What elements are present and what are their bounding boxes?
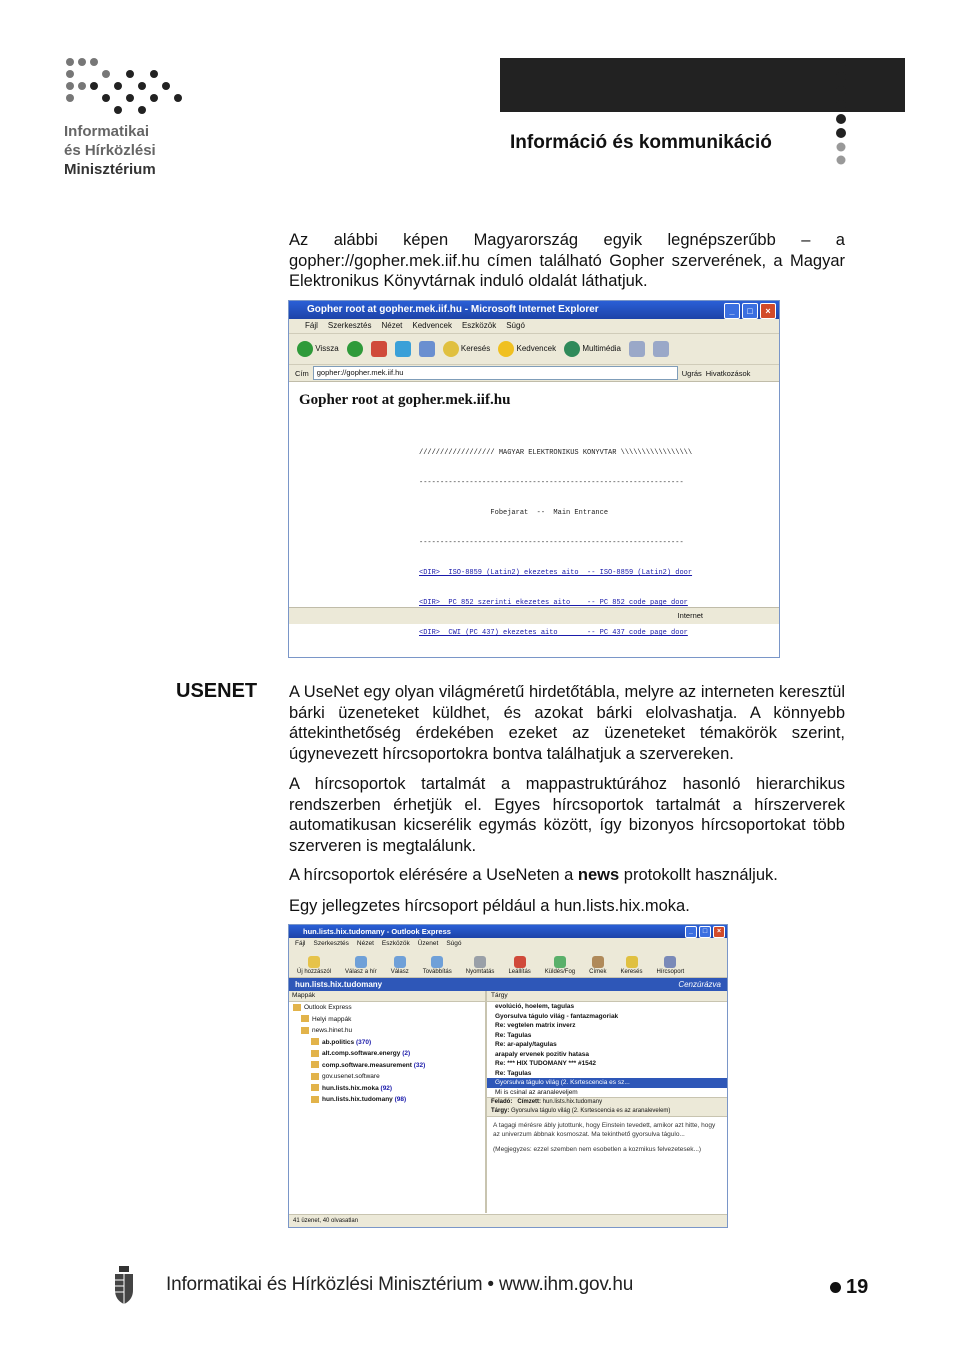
- search-button[interactable]: [443, 341, 491, 357]
- oe-tb-label: Keresés: [620, 969, 643, 975]
- subject-label: Tárgy:: [491, 1108, 510, 1114]
- p3-text-after: protokollt használjuk.: [619, 866, 778, 884]
- back-arrow-icon: [297, 341, 313, 357]
- message-row[interactable]: Re: vegtelen matrix inverz: [495, 1022, 576, 1029]
- search-label: Keresés: [460, 344, 491, 354]
- print-icon: [474, 956, 486, 968]
- address-book-icon: [592, 956, 604, 968]
- newsgroup-item[interactable]: [289, 1083, 485, 1095]
- newsgroup-name: ab.politics: [322, 1038, 355, 1046]
- usenet-paragraph-3: [289, 865, 845, 886]
- print-icon[interactable]: [653, 341, 669, 357]
- oe-tb-label: Új hozzászól: [297, 969, 332, 975]
- usenet-side-label: USENET: [176, 680, 258, 702]
- to-value: hun.lists.hix.tudomany: [542, 1099, 603, 1105]
- go-button[interactable]: Ugrás: [681, 368, 702, 378]
- oe-forward-button[interactable]: [423, 956, 452, 975]
- oe-tb-label: Küldés/Fog: [544, 969, 576, 975]
- gopher-line: ---------------------------------------------------------------: [419, 479, 684, 487]
- oe-print-button[interactable]: [466, 956, 495, 975]
- gopher-line[interactable]: Fobejarat -- Main Entrance: [419, 509, 609, 517]
- folder-name: Outlook Express: [304, 1004, 352, 1011]
- oe-window-title: hun.lists.hix.tudomany - Outlook Express: [303, 927, 451, 936]
- newsgroup-name: comp.software.measurement: [322, 1061, 412, 1069]
- newsgroup-icon: [311, 1084, 319, 1091]
- oe-tb-label: Címek: [589, 969, 607, 975]
- message-row-selected[interactable]: Gyorsulva tágulo világ (2. Ksrtescencia es sz...: [487, 1078, 727, 1088]
- status-zone: Internet: [677, 611, 703, 620]
- unread-count: (92): [380, 1084, 393, 1092]
- oe-preview-body: [487, 1117, 727, 1158]
- footer-ministry-url: Informatikai és Hírközlési Minisztérium • www.ihm.gov.hu: [166, 1274, 634, 1295]
- usenet-paragraph-1: A UseNet egy olyan világméretű hirdetőtábla, melyre az interneten keresztül bárki üzeneteket küldhet, és azokat bárki elolvashatja. A könnyebb áttekinthetőség érdekében ezeket az üzeneteket témakörök szerint, úgynevezett hírcsoportokra bontva találhatjuk a szervereken.: [289, 683, 845, 763]
- section-title: Információ és kommunikáció: [510, 132, 772, 153]
- from-label: Feladó:: [491, 1099, 513, 1105]
- oe-title-bar: [289, 925, 727, 938]
- message-row[interactable]: Re: Tagulas: [495, 1069, 532, 1077]
- forward-arrow-icon[interactable]: [347, 341, 363, 357]
- search-icon: [443, 341, 459, 357]
- gopher-link[interactable]: <DIR> ISO-8859 (Latin2) ekezetes aito -- ISO-8859 (Latin2) door: [419, 569, 693, 577]
- stop-icon: [514, 956, 526, 968]
- oe-tb-label: Továbbítás: [422, 969, 452, 975]
- usenet-paragraph-2: A hírcsoportok tartalmát a mappastruktúrához hasonló hierarchikus rendszerben érhetjük el. Egyes hírcsoportok tartalmát a hírszerverek automatikusan kicserélik egymás között, így bizonyos hírcsoportokat több szerveren is megtalálunk.: [289, 775, 845, 855]
- oe-menu-view[interactable]: Nézet: [356, 940, 374, 947]
- oe-menu-message[interactable]: Üzenet: [417, 940, 439, 947]
- newsgroup-icon: [311, 1050, 319, 1057]
- header-vertical-dots: [834, 56, 848, 168]
- browser-screenshot: [288, 300, 780, 658]
- oe-newsgroups-button[interactable]: [657, 956, 685, 975]
- oe-new-post-button[interactable]: [297, 956, 331, 975]
- oe-find-button[interactable]: [621, 956, 643, 975]
- gopher-link[interactable]: <DIR> PC 852 szerinti ekezetes aito -- PC 852 code page door: [419, 599, 688, 607]
- folder-item[interactable]: [289, 1002, 485, 1014]
- ie-window-title: Gopher root at gopher.mek.iif.hu - Microsoft Internet Explorer: [307, 304, 599, 315]
- message-row[interactable]: Re: Tagulas: [495, 1031, 532, 1039]
- newsgroup-item[interactable]: [289, 1060, 485, 1072]
- newsgroup-icon: [311, 1038, 319, 1045]
- media-button[interactable]: [564, 341, 621, 357]
- newsgroup-name: gov.usenet.software: [322, 1073, 380, 1080]
- ie-menu-bar: [289, 319, 779, 334]
- page-number: 19: [846, 1276, 869, 1298]
- oe-tb-label: Válasz: [390, 969, 409, 975]
- new-post-icon: [308, 956, 320, 968]
- send-receive-icon: [554, 956, 566, 968]
- newsgroups-icon: [664, 956, 676, 968]
- media-label: Multimédia: [582, 344, 621, 354]
- refresh-icon[interactable]: [395, 341, 411, 357]
- stop-icon[interactable]: [371, 341, 387, 357]
- maximize-icon[interactable]: □: [742, 303, 758, 319]
- oe-tb-label: Nyomtatás: [465, 969, 495, 975]
- links-label[interactable]: Hivatkozások: [705, 368, 751, 378]
- newsgroup-item[interactable]: [289, 1037, 485, 1049]
- gopher-line: ////////////////// MAGYAR ELEKTRONIKUS KONYVTAR \\\\\\\\\\\\\\\\\: [419, 449, 693, 457]
- oe-toolbar: [289, 949, 727, 978]
- oe-addresses-button[interactable]: [589, 956, 606, 975]
- newsgroup-name: hun.lists.hix.tudomany: [322, 1096, 393, 1103]
- menu-help[interactable]: Súgó: [506, 321, 525, 330]
- message-row[interactable]: Gyorsulva tágulo világ - fantazmagoriak: [495, 1012, 619, 1020]
- maximize-icon[interactable]: □: [699, 926, 711, 938]
- unread-count: (32): [413, 1061, 426, 1069]
- oe-list-header-subject[interactable]: Tárgy: [487, 991, 727, 1002]
- newsgroup-icon: [311, 1073, 319, 1080]
- newsgroup-item[interactable]: [289, 1048, 485, 1060]
- oe-tb-label: Leállítás: [508, 969, 531, 975]
- gopher-link[interactable]: <DIR> CWI (PC 437) ekezetes aito -- PC 437 code page door: [419, 629, 688, 637]
- unread-count: (2): [402, 1050, 411, 1057]
- newsgroup-icon: [311, 1061, 319, 1068]
- oe-stop-button[interactable]: [508, 956, 530, 975]
- unread-count: (98): [394, 1096, 407, 1103]
- oe-menu-edit[interactable]: Szerkesztés: [313, 940, 349, 947]
- menu-edit[interactable]: Szerkesztés: [327, 321, 372, 330]
- oe-menu-help[interactable]: Súgó: [446, 940, 462, 947]
- ie-page-content: [289, 382, 779, 637]
- ie-status-bar: [289, 607, 779, 624]
- logo-line-3: Minisztérium: [64, 161, 156, 178]
- ie-toolbar: [289, 334, 779, 365]
- oe-menu-file[interactable]: Fájl: [295, 940, 306, 947]
- oe-menu-bar: [289, 938, 727, 949]
- newsgroup-icon: [311, 1096, 319, 1103]
- favorites-label: Kedvencek: [516, 344, 557, 354]
- folder-icon: [293, 1004, 301, 1011]
- logo-line-2: és Hírközlési: [64, 142, 156, 159]
- oe-message-pane: [487, 991, 727, 1213]
- close-icon[interactable]: ×: [760, 303, 776, 319]
- outlook-express-screenshot: [288, 924, 728, 1228]
- forward-icon: [431, 956, 443, 968]
- hungarian-coat-of-arms-icon: [112, 1266, 136, 1306]
- newsgroup-item-selected[interactable]: [289, 1094, 485, 1106]
- reply-group-icon: [355, 956, 367, 968]
- oe-reply-group-button[interactable]: [345, 956, 377, 975]
- back-button[interactable]: [297, 341, 339, 357]
- gopher-line: ---------------------------------------------------------------: [419, 539, 684, 547]
- address-input[interactable]: gopher://gopher.mek.iif.hu: [313, 366, 678, 380]
- oe-preview-header: [487, 1097, 727, 1117]
- to-label: Címzett:: [517, 1099, 542, 1105]
- menu-tools[interactable]: Eszközök: [461, 321, 497, 330]
- oe-send-receive-button[interactable]: [545, 956, 575, 975]
- ihm-logo-dots: [64, 56, 184, 116]
- oe-status-bar: 41 üzenet, 40 olvasatlan: [289, 1214, 728, 1227]
- subject-value: Gyorsulva tágulo világ (2. Ksrtescencia es az aranalevelem): [511, 1108, 671, 1114]
- news-protocol-bold: news: [577, 866, 620, 884]
- folder-item[interactable]: [289, 1014, 485, 1026]
- message-row[interactable]: Mi is csinal az aranaleveljem: [495, 1088, 578, 1096]
- minimize-icon[interactable]: _: [685, 926, 697, 938]
- folder-name: news.hinet.hu: [312, 1027, 353, 1034]
- oe-tb-label: Hírcsoport: [656, 969, 685, 975]
- ie-address-bar: [289, 365, 779, 382]
- p3-text-before: A hírcsoportok elérésére a UseNeten a: [289, 866, 578, 884]
- preview-text-2: (Megjegyzes: ezzel szemben nem esobetlen a kozmikus felvezetesek...): [493, 1146, 702, 1153]
- message-row[interactable]: evolúció, hoelem, tagulas: [495, 1003, 575, 1010]
- reply-icon: [394, 956, 406, 968]
- preview-text: A tagagi mérésre ábly jutottunk, hogy Einstein tevedett, amikor azt hitte, hogy az univerzum ábbnak kosmoszat. Ma tekinthető gyorsulva tágulo...: [493, 1122, 716, 1138]
- minimize-icon[interactable]: _: [724, 303, 740, 319]
- intro-paragraph: Az alábbi képen Magyarország egyik legnépszerűbb – a gopher://gopher.mek.iif.hu címen található Gopher szerverének, a Magyar Elektronikus Könyvtárnak induló oldalát láthatjuk.: [289, 231, 845, 290]
- newsgroup-name: hun.lists.hix.moka: [322, 1084, 379, 1092]
- home-icon[interactable]: [419, 341, 435, 357]
- unread-count: (370): [355, 1038, 372, 1046]
- oe-reply-button[interactable]: [391, 956, 409, 975]
- logo-line-1: Informatikai: [64, 123, 150, 140]
- page-number-dot: [830, 1282, 841, 1293]
- folder-item[interactable]: [289, 1025, 485, 1037]
- message-row[interactable]: Re: ar-apaly/tagulas: [495, 1041, 557, 1048]
- newsgroup-name: alt.comp.software.energy: [322, 1050, 401, 1057]
- back-label: Vissza: [315, 344, 339, 354]
- message-row[interactable]: arapaly ervenek pozitiv hatasa: [495, 1050, 589, 1058]
- mail-icon[interactable]: [629, 341, 645, 357]
- oe-folder-bar: [289, 978, 727, 992]
- ihm-logo-text: [64, 122, 156, 179]
- usenet-paragraph-4: Egy jellegzetes hírcsoport például a hun.lists.hix.moka.: [289, 897, 690, 915]
- ie-title-bar: [289, 301, 779, 319]
- gopher-page-heading: Gopher root at gopher.mek.iif.hu: [299, 392, 511, 408]
- oe-tb-label: Válasz a hír: [345, 969, 377, 975]
- folder-name: Helyi mappák: [312, 1015, 352, 1023]
- menu-favorites[interactable]: Kedvencek: [412, 321, 452, 330]
- menu-view[interactable]: Nézet: [381, 321, 403, 330]
- address-label: Cím: [295, 368, 309, 378]
- newsgroup-item[interactable]: [289, 1071, 485, 1083]
- close-icon[interactable]: ×: [713, 926, 725, 938]
- oe-folder-pane: [289, 991, 487, 1213]
- oe-folders-header: Mappák: [289, 991, 485, 1002]
- news-server-icon: [301, 1027, 309, 1034]
- oe-menu-tools[interactable]: Eszközök: [381, 940, 410, 947]
- message-row[interactable]: Re: *** HIX TUDOMANY *** #1542: [495, 1060, 597, 1067]
- star-icon: [498, 341, 514, 357]
- menu-file[interactable]: Fájl: [305, 321, 318, 330]
- folder-icon: [301, 1015, 309, 1022]
- oe-current-folder: hun.lists.hix.tudomany: [295, 980, 383, 989]
- favorites-button[interactable]: [498, 341, 556, 357]
- media-icon: [564, 341, 580, 357]
- oe-folder-bar-right: Cenzúrázva: [678, 980, 721, 989]
- search-icon: [626, 956, 638, 968]
